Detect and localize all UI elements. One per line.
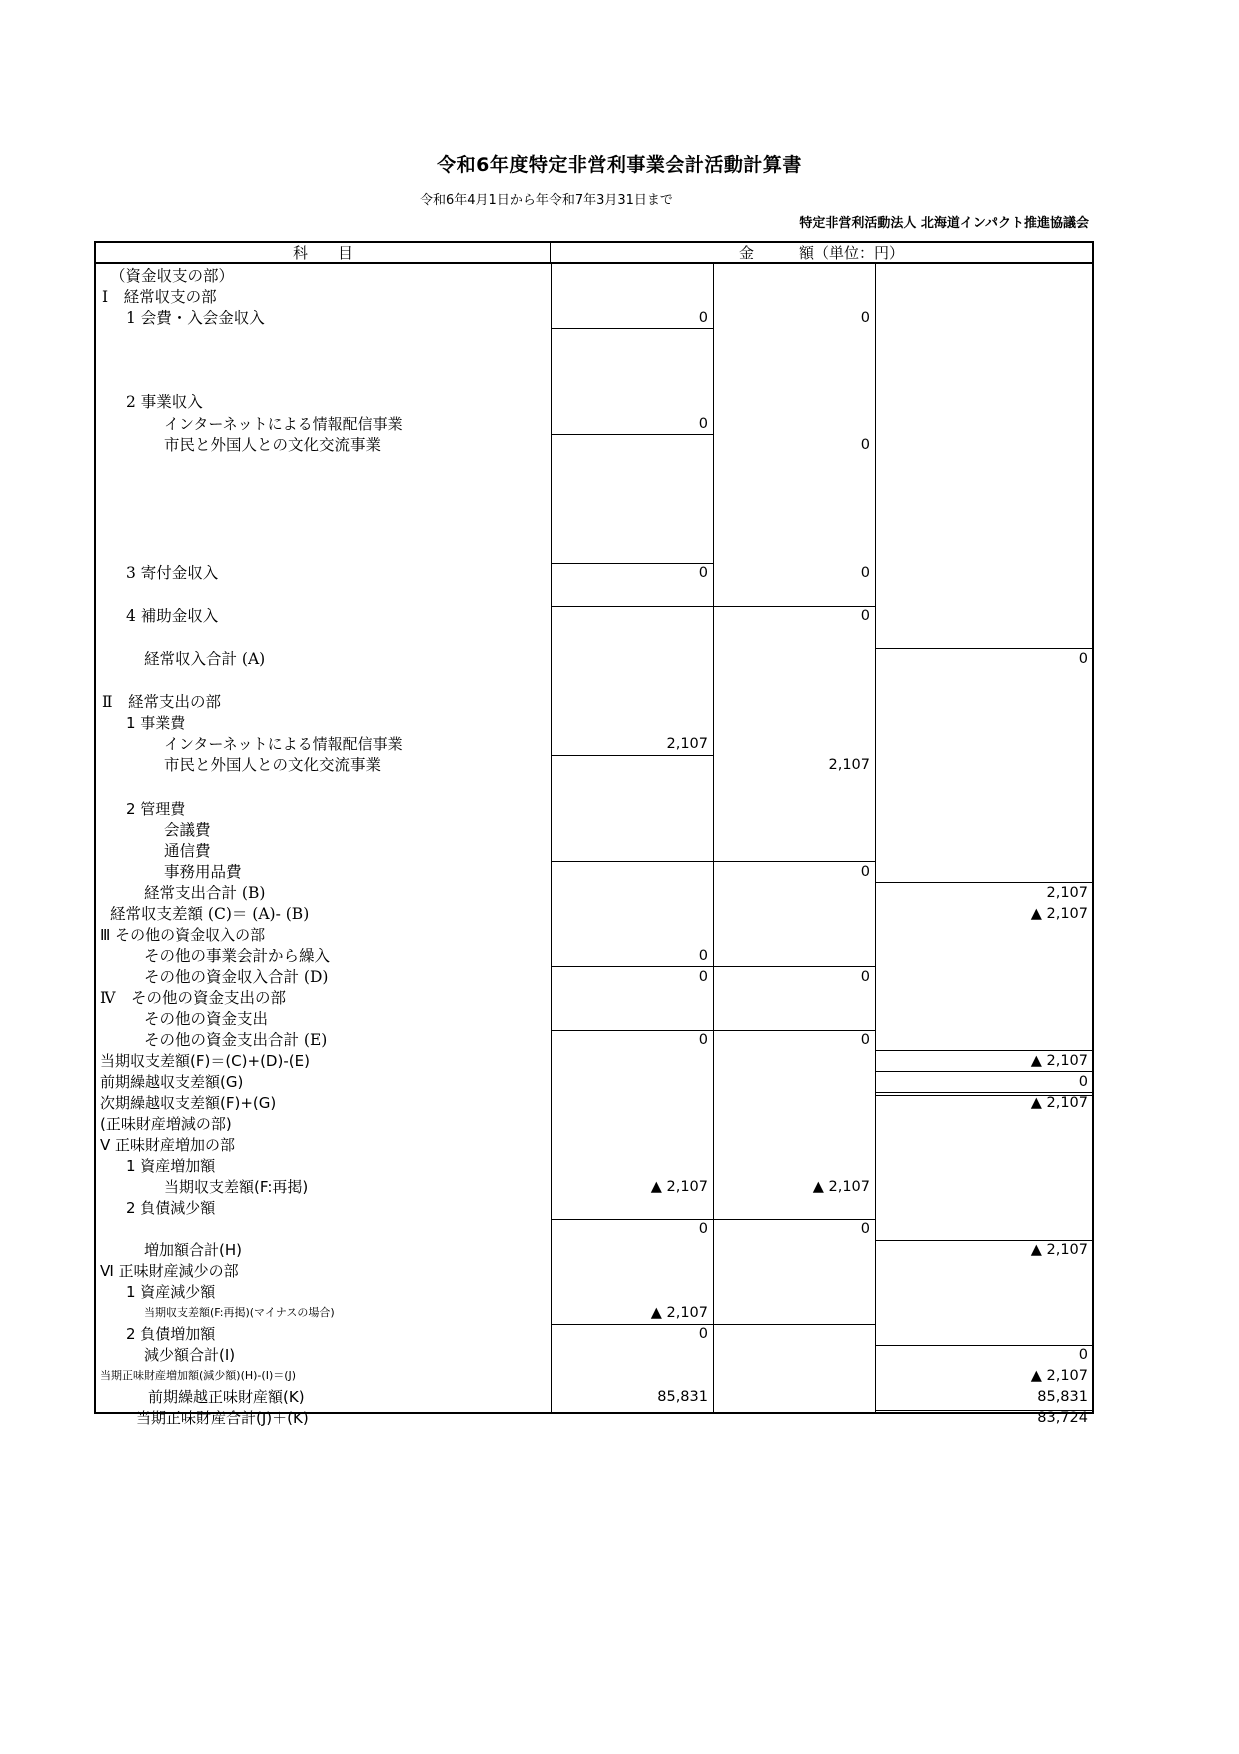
amount-total: ▲ 2,107 [1030,1368,1088,1384]
row-label: Ⅰ 経常収支の部 [102,288,217,306]
amount-detail: 0 [698,1032,708,1048]
column-divider-2 [713,264,714,1412]
amount-subtotal: 0 [860,969,870,985]
row-label: Ⅲ その他の資金収入の部 [100,926,266,944]
row-label: 1 会費・入会金収入 [126,309,265,327]
subject-column-header: 科 目 [96,243,551,264]
amount-total: ▲ 2,107 [1030,1095,1088,1111]
amount-detail: 0 [698,1326,708,1342]
activity-statement-table [94,241,1094,1427]
amount-subtotal: 0 [860,864,870,880]
row-label: Ⅵ 正味財産減少の部 [100,1262,239,1280]
organization-name: 特定非営利活動法人 北海道インパクト推進協議会 [799,216,1089,231]
amount-total: ▲ 2,107 [1030,906,1088,922]
row-label: 事務用品費 [164,863,242,881]
row-label: 通信費 [164,842,211,860]
document-title: 令和6年度特定非営利事業会計活動計算書 [437,154,802,176]
row-label: 次期繰越収支差額(F)+(G) [100,1094,277,1112]
row-label: 当期収支差額(F:再掲) [164,1178,309,1196]
amount-detail: 0 [698,416,708,432]
amount-detail: 0 [698,565,708,581]
row-label: 当期正味財産増加額(減少額)(H)-(I)＝(J) [100,1369,297,1382]
amount-column-header: 金 額（単位：円） [551,243,1092,264]
amount-detail: 2,107 [666,736,708,752]
amount-total: 85,831 [1037,1389,1088,1405]
row-label: 3 寄付金収入 [126,564,219,582]
amount-detail: 0 [698,948,708,964]
row-label: 前期繰越収支差額(G) [100,1073,244,1091]
amount-detail: 85,831 [657,1389,708,1405]
column-divider-1 [551,264,552,1412]
row-label: 2 管理費 [126,800,186,818]
amount-subtotal: 0 [860,565,870,581]
row-label: インターネットによる情報配信事業 [164,735,403,753]
row-label: （資金収支の部） [110,267,235,285]
rule [551,328,713,329]
amount-subtotal: 0 [860,608,870,624]
amount-total: ▲ 2,107 [1030,1053,1088,1069]
amount-total: 0 [1078,1074,1088,1090]
amount-detail: 0 [698,310,708,326]
row-label: 市民と外国人との文化交流事業 [164,756,382,774]
amount-total: 0 [1078,1347,1088,1363]
row-label: Ⅴ 正味財産増加の部 [100,1136,236,1154]
row-label: 市民と外国人との文化交流事業 [164,436,382,454]
amount-subtotal: 0 [860,310,870,326]
amount-subtotal: 2,107 [828,757,870,773]
row-label: 1 資産増加額 [126,1157,216,1175]
row-label: その他の資金支出 [144,1010,269,1028]
row-label: インターネットによる情報配信事業 [164,415,403,433]
row-label: 1 資産減少額 [126,1283,216,1301]
rule [551,755,713,756]
rule [551,434,713,435]
amount-detail: 0 [698,1221,708,1237]
amount-total: 83,724 [1037,1410,1088,1426]
fiscal-period: 令和6年4月1日から年令和7年3月31日まで [420,193,673,208]
amount-subtotal: ▲ 2,107 [812,1179,870,1195]
row-label: 経常収支差額 (C)＝ (A)- (B) [110,905,310,923]
amount-subtotal: 0 [860,437,870,453]
row-label: その他の資金支出合計 (E) [144,1031,328,1049]
amount-detail: ▲ 2,107 [650,1305,708,1321]
row-label: 増加額合計(H) [144,1241,242,1259]
row-label: 前期繰越正味財産額(K) [148,1388,305,1406]
amount-total: 0 [1078,651,1088,667]
row-label: 2 事業収入 [126,393,203,411]
amount-subtotal: 0 [860,1032,870,1048]
row-label: 当期収支差額(F:再掲)(マイナスの場合) [144,1306,335,1319]
row-label: 当期収支差額(F)＝(C)+(D)-(E) [100,1052,310,1070]
row-label: 4 補助金収入 [126,607,219,625]
row-label: 経常支出合計 (B) [144,884,266,902]
row-label: (正味財産増減の部) [100,1115,232,1133]
amount-detail: 0 [698,969,708,985]
row-label: 当期正味財産合計(J)＋(K) [136,1409,309,1427]
amount-total: ▲ 2,107 [1030,1242,1088,1258]
row-label: 会議費 [164,821,211,839]
row-label: 減少額合計(I) [144,1346,236,1364]
row-label: 2 負債増加額 [126,1325,216,1343]
row-label: Ⅱ 経常支出の部 [102,693,222,711]
amount-subtotal: 0 [860,1221,870,1237]
row-label: 2 負債減少額 [126,1199,216,1217]
row-label: 経常収入合計 (A) [144,650,266,668]
row-label: Ⅳ その他の資金支出の部 [100,989,286,1007]
amount-total: 2,107 [1046,885,1088,901]
row-label: 1 事業費 [126,714,186,732]
amount-detail: ▲ 2,107 [650,1179,708,1195]
row-label: その他の事業会計から繰入 [144,947,331,965]
row-label: その他の資金収入合計 (D) [144,968,329,986]
